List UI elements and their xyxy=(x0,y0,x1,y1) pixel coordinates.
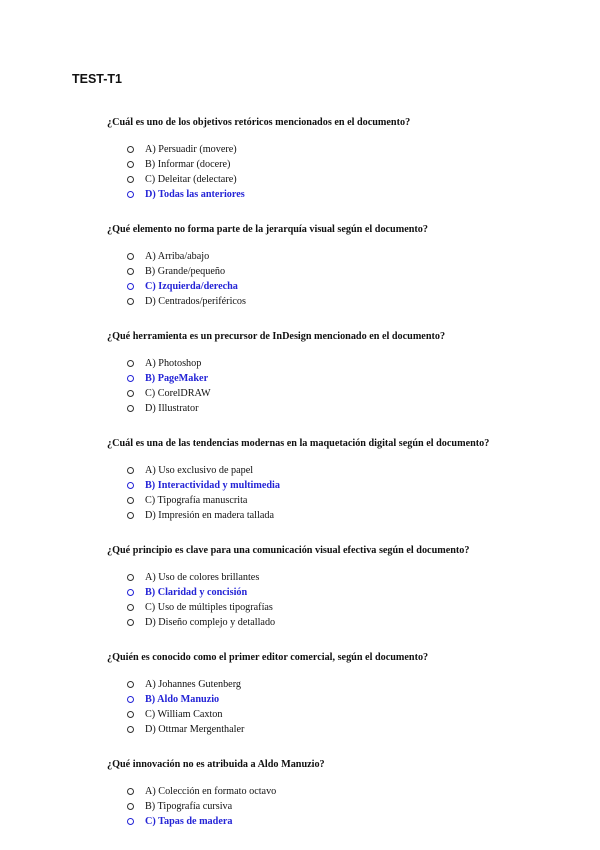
answer-option xyxy=(127,600,567,615)
option-label: C) CorelDRAW xyxy=(145,388,211,399)
option-label: B) Aldo Manuzio xyxy=(145,694,220,705)
circle-bullet-icon xyxy=(127,191,134,198)
circle-bullet-icon xyxy=(127,390,134,397)
question-block xyxy=(107,437,567,523)
answer-options xyxy=(107,356,567,416)
question-text: ¿Cuál es uno de los objetivos retóricos mencionados en el documento? xyxy=(107,117,411,128)
option-label: C) Tapas de madera xyxy=(145,816,233,827)
question-list xyxy=(107,116,567,850)
answer-options xyxy=(107,249,567,309)
circle-bullet-icon xyxy=(127,512,134,519)
circle-bullet-icon xyxy=(127,497,134,504)
answer-option xyxy=(127,264,567,279)
circle-bullet-icon xyxy=(127,405,134,412)
option-label: B) Grande/pequeño xyxy=(145,266,226,277)
correct-answer-option xyxy=(127,814,567,829)
question-block xyxy=(107,330,567,416)
answer-option xyxy=(127,249,567,264)
option-label: A) Persuadir (movere) xyxy=(145,144,237,155)
answer-option xyxy=(127,722,567,737)
circle-bullet-icon xyxy=(127,283,134,290)
circle-bullet-icon xyxy=(127,589,134,596)
question-block xyxy=(107,223,567,309)
option-label: D) Todas las anteriores xyxy=(145,189,245,200)
correct-answer-option xyxy=(127,279,567,294)
answer-option xyxy=(127,677,567,692)
option-label: C) Uso de múltiples tipografías xyxy=(145,602,273,613)
circle-bullet-icon xyxy=(127,696,134,703)
answer-options xyxy=(107,463,567,523)
option-label: B) Informar (docere) xyxy=(145,159,231,170)
circle-bullet-icon xyxy=(127,161,134,168)
option-label: C) William Caxton xyxy=(145,709,223,720)
question-block xyxy=(107,758,567,829)
correct-answer-option xyxy=(127,585,567,600)
answer-options xyxy=(107,677,567,737)
correct-answer-option xyxy=(127,478,567,493)
circle-bullet-icon xyxy=(127,482,134,489)
correct-answer-option xyxy=(127,187,567,202)
answer-option xyxy=(127,799,567,814)
answer-option xyxy=(127,157,567,172)
circle-bullet-icon xyxy=(127,268,134,275)
answer-option xyxy=(127,172,567,187)
option-label: B) Interactividad y multimedia xyxy=(145,480,280,491)
answer-option xyxy=(127,615,567,630)
circle-bullet-icon xyxy=(127,726,134,733)
answer-option xyxy=(127,784,567,799)
option-label: B) PageMaker xyxy=(145,373,209,384)
circle-bullet-icon xyxy=(127,619,134,626)
page-title: TEST-T1 xyxy=(72,72,123,86)
circle-bullet-icon xyxy=(127,467,134,474)
circle-bullet-icon xyxy=(127,375,134,382)
question-text: ¿Qué innovación no es atribuida a Aldo Manuzio? xyxy=(107,759,325,770)
circle-bullet-icon xyxy=(127,253,134,260)
answer-option xyxy=(127,707,567,722)
answer-option xyxy=(127,493,567,508)
question-text: ¿Cuál es una de las tendencias modernas en la maquetación digital según el documento? xyxy=(107,438,490,449)
option-label: D) Ottmar Mergenthaler xyxy=(145,724,245,735)
question-block xyxy=(107,651,567,737)
question-block xyxy=(107,116,567,202)
option-label: C) Deleitar (delectare) xyxy=(145,174,237,185)
answer-option xyxy=(127,386,567,401)
circle-bullet-icon xyxy=(127,574,134,581)
option-label: B) Claridad y concisión xyxy=(145,587,248,598)
answer-option xyxy=(127,294,567,309)
option-label: C) Izquierda/derecha xyxy=(145,281,238,292)
circle-bullet-icon xyxy=(127,146,134,153)
option-label: D) Centrados/periféricos xyxy=(145,296,246,307)
circle-bullet-icon xyxy=(127,298,134,305)
circle-bullet-icon xyxy=(127,176,134,183)
option-label: A) Johannes Gutenberg xyxy=(145,679,242,690)
circle-bullet-icon xyxy=(127,711,134,718)
option-label: A) Uso de colores brillantes xyxy=(145,572,260,583)
option-label: D) Impresión en madera tallada xyxy=(145,510,274,521)
question-text: ¿Quién es conocido como el primer editor comercial, según el documento? xyxy=(107,652,429,663)
answer-option xyxy=(127,570,567,585)
correct-answer-option xyxy=(127,692,567,707)
option-label: B) Tipografía cursiva xyxy=(145,801,233,812)
question-text: ¿Qué principio es clave para una comunicación visual efectiva según el documento? xyxy=(107,545,470,556)
answer-options xyxy=(107,142,567,202)
option-label: C) Tipografía manuscrita xyxy=(145,495,248,506)
circle-bullet-icon xyxy=(127,818,134,825)
answer-option xyxy=(127,508,567,523)
option-label: A) Uso exclusivo de papel xyxy=(145,465,254,476)
answer-option xyxy=(127,463,567,478)
circle-bullet-icon xyxy=(127,681,134,688)
answer-options xyxy=(107,784,567,829)
circle-bullet-icon xyxy=(127,604,134,611)
answer-option xyxy=(127,142,567,157)
question-text: ¿Qué herramienta es un precursor de InDesign mencionado en el documento? xyxy=(107,331,446,342)
answer-options xyxy=(107,570,567,630)
answer-option xyxy=(127,356,567,371)
option-label: D) Diseño complejo y detallado xyxy=(145,617,276,628)
question-text: ¿Qué elemento no forma parte de la jerarquía visual según el documento? xyxy=(107,224,428,235)
option-label: A) Photoshop xyxy=(145,358,202,369)
answer-option xyxy=(127,401,567,416)
circle-bullet-icon xyxy=(127,803,134,810)
correct-answer-option xyxy=(127,371,567,386)
circle-bullet-icon xyxy=(127,788,134,795)
question-block xyxy=(107,544,567,630)
option-label: A) Colección en formato octavo xyxy=(145,786,277,797)
option-label: D) Illustrator xyxy=(145,403,199,414)
circle-bullet-icon xyxy=(127,360,134,367)
option-label: A) Arriba/abajo xyxy=(145,251,210,262)
